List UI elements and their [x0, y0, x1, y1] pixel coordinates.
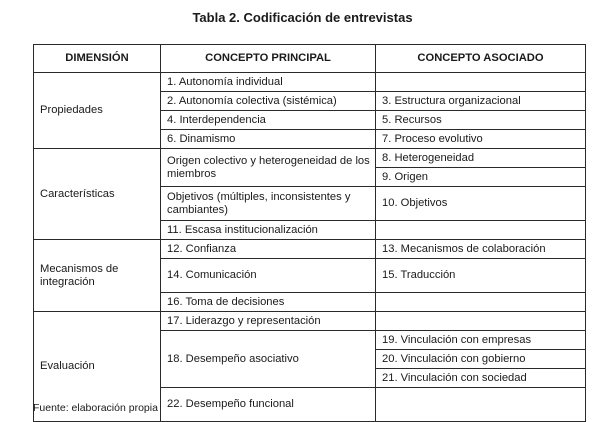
header-asociado: CONCEPTO ASOCIADO [376, 45, 586, 73]
principal-cell: 22. Desempeño funcional [161, 388, 376, 422]
asociado-cell: 13. Mecanismos de colaboración [376, 240, 586, 259]
principal-cell: 4. Interdependencia [161, 111, 376, 130]
table-row [34, 73, 586, 92]
principal-cell: 1. Autonomía individual [161, 73, 376, 92]
principal-cell: 14. Comunicación [161, 259, 376, 293]
asociado-cell: 10. Objetivos [376, 187, 586, 221]
asociado-cell: 3. Estructura organizacional [376, 92, 586, 111]
principal-cell: 16. Toma de decisiones [161, 293, 376, 312]
principal-cell: 17. Liderazgo y representación [161, 312, 376, 331]
asociado-cell: 20. Vinculación con gobierno [376, 350, 586, 369]
principal-cell: 11. Escasa institucionalización [161, 221, 376, 240]
asociado-cell: 9. Origen [376, 168, 586, 187]
table-row [34, 149, 586, 168]
asociado-cell [376, 312, 586, 331]
asociado-cell: 15. Traducción [376, 259, 586, 293]
asociado-cell [376, 73, 586, 92]
asociado-cell: 21. Vinculación con sociedad [376, 369, 586, 388]
dimension-mecanismos: Mecanismos de integración [34, 240, 161, 312]
principal-cell: 2. Autonomía colectiva (sistémica) [161, 92, 376, 111]
table-title: Tabla 2. Codificación de entrevistas [192, 10, 413, 25]
source-note: Fuente: elaboración propia [33, 402, 158, 414]
header-dimension: DIMENSIÓN [34, 45, 161, 73]
principal-cell: Objetivos (múltiples, inconsistentes y cambiantes) [161, 187, 376, 221]
principal-cell: 18. Desempeño asociativo [161, 331, 376, 388]
asociado-cell: 8. Heterogeneidad [376, 149, 586, 168]
dimension-evaluacion: Evaluación [34, 312, 161, 422]
principal-cell: 12. Confianza [161, 240, 376, 259]
principal-cell: Origen colectivo y heterogeneidad de los miembros [161, 149, 376, 187]
coding-table [33, 44, 586, 422]
asociado-cell [376, 221, 586, 240]
asociado-cell [376, 388, 586, 422]
principal-cell: 6. Dinamismo [161, 130, 376, 149]
asociado-cell: 19. Vinculación con empresas [376, 331, 586, 350]
dimension-caracteristicas: Características [34, 149, 161, 240]
asociado-cell [376, 293, 586, 312]
table-row [34, 240, 586, 259]
dimension-propiedades: Propiedades [34, 73, 161, 149]
table-row [34, 312, 586, 331]
asociado-cell: 5. Recursos [376, 111, 586, 130]
header-principal: CONCEPTO PRINCIPAL [161, 45, 376, 73]
header-row [34, 45, 586, 73]
asociado-cell: 7. Proceso evolutivo [376, 130, 586, 149]
